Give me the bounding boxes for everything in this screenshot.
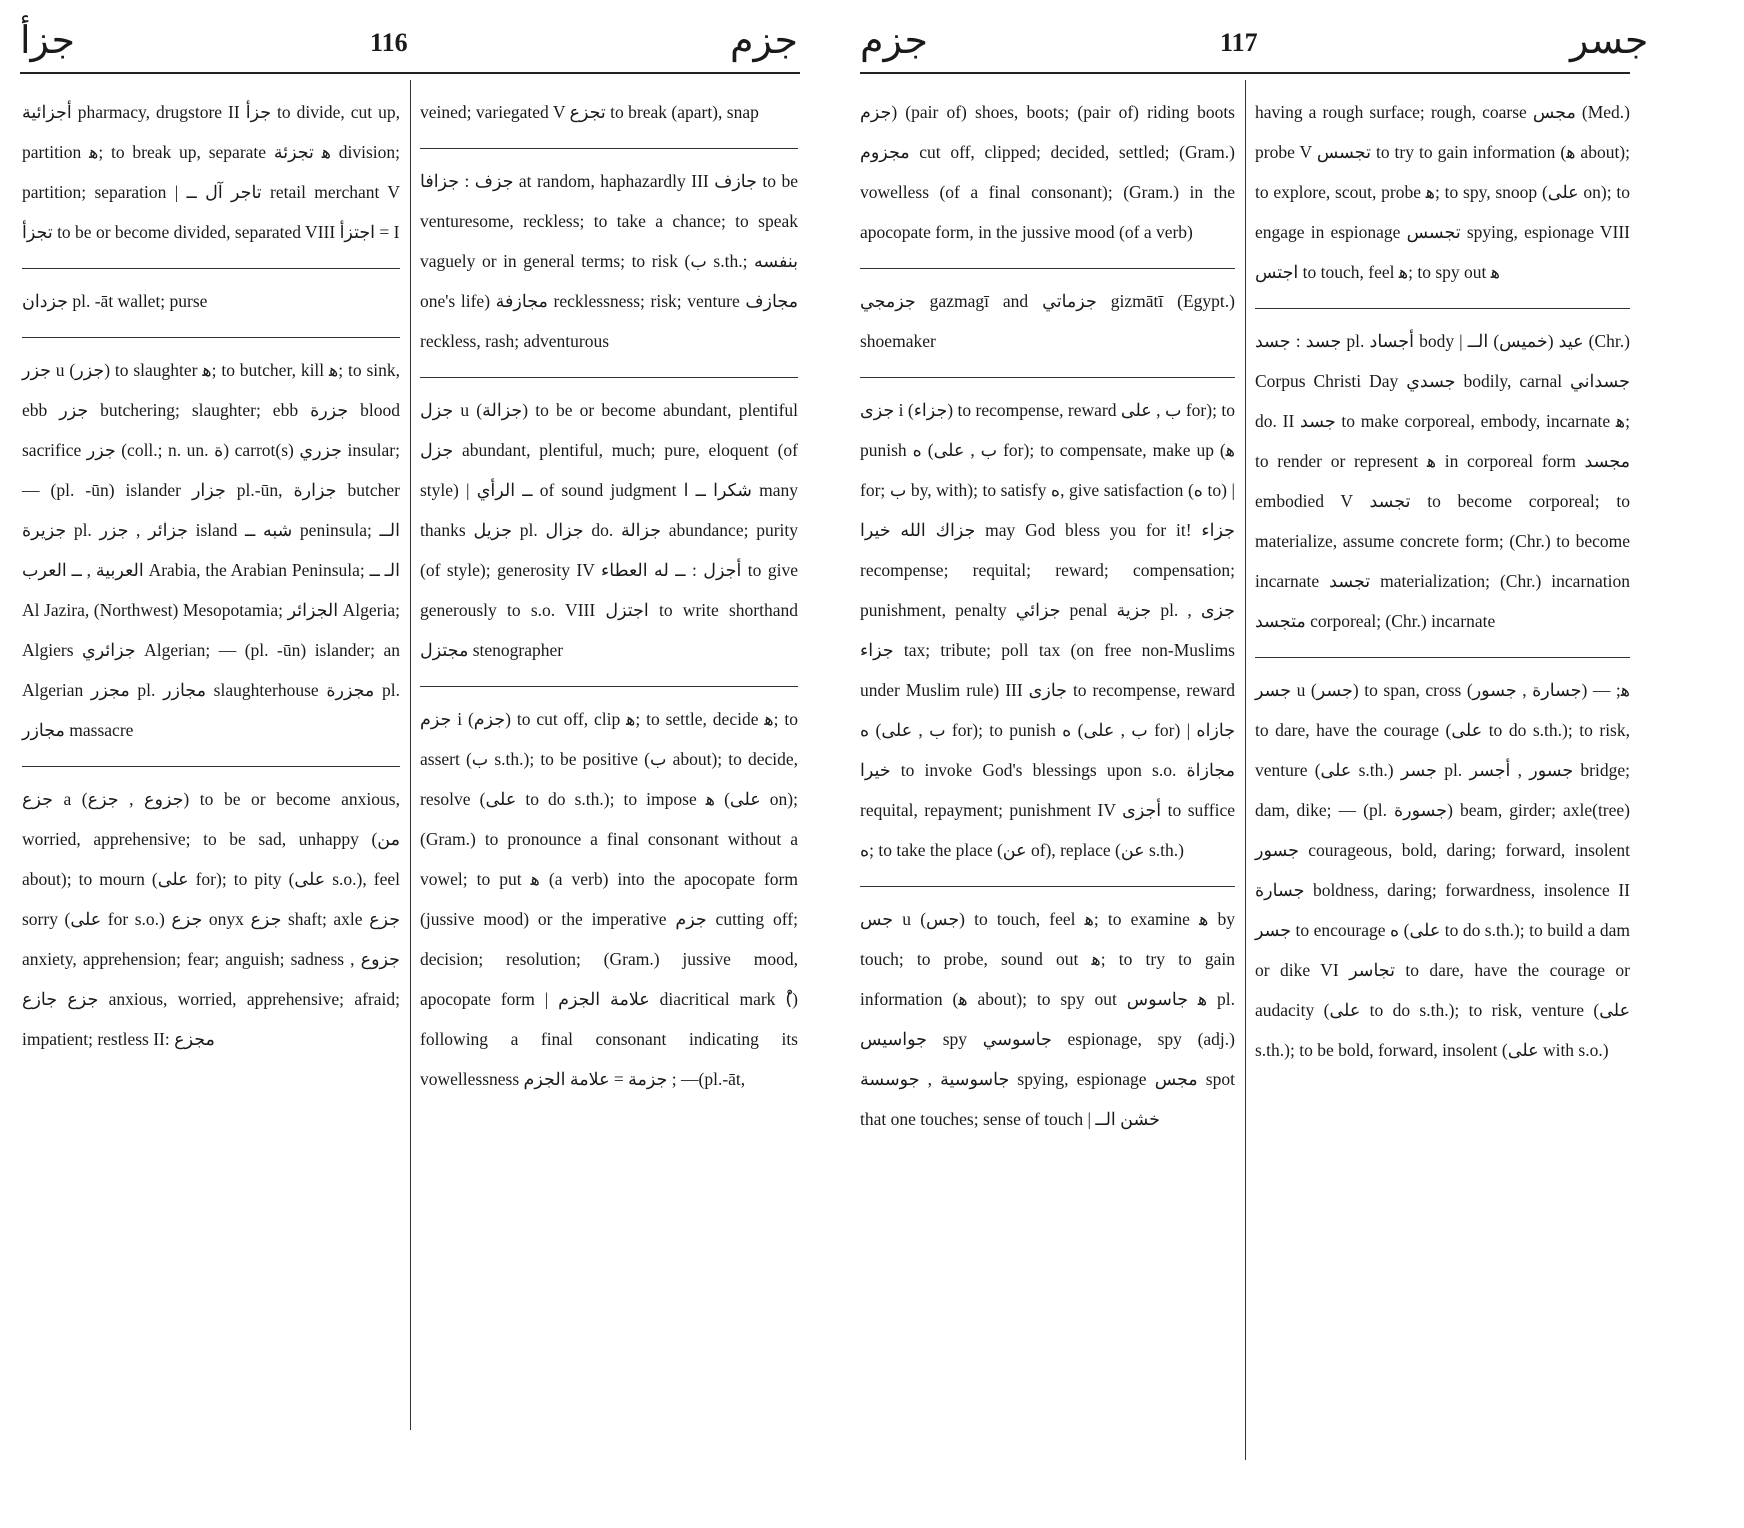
dictionary-entry: جسر u (جسر) to span, cross ﻫ; — (جسارة , جسور) to dare, have the courage (على to do s.th.); to risk, venture (على s.th.) جسر pl. جسور , أجسر bridge; dam, dike; — (pl. جسورة) beam, girder; axle(tree) جسور courageous, bold, daring; forward, insolent جسارة boldness, daring; forwardness, insolence II جسر to encourage ه (على to do s.th.); to build a dam or dike VI تجاسر to dare, have the courage or audacity (على to do s.th.); to risk, venture (على s.th.); to be bold, forward, insolent (على with s.o.) [1255,680,1631,1060]
header-rule [860,72,1630,74]
dictionary-entry: جزر u (جزر) to slaughter ﻫ; to butcher, kill ﻫ; to sink, ebb جزر butchering; slaughter; ebb جزرة blood sacrifice جزر (coll.; n. un. ة) carrot(s) جزري insular; — (pl. -ūn) islander جزار pl.-ūn, جزارة butcher جزيرة pl. جزائر , جزر island شبه ــ peninsula; الــ العربية , ــ العرب Arabia, the Arabian Peninsula; الـ ــ Al Jazira, (Northwest) Mesopotamia; الجزائر Algeria; Algiers جزائري Algerian; — (pl. -ūn) islander; an Algerian مجزر pl. مجازر slaughterhouse مجزرة pl. مجازر massacre [22,360,401,740]
head-word-outer: جزأ [20,18,76,62]
dictionary-entry: جزل u (جزالة) to be or become abundant, plentiful جزل abundant, plentiful, much; pure, eloquent (of style) | ــ الرأي of sound judgment شكرا ــ ا many thanks جزيل pl. جزال do. جزالة abundance; purity (of style); generosity IV أجزل : ــ له العطاء to give generously to s.o. VIII اجتزل to write shorthand مجتزل stenographer [420,400,799,660]
entry-divider [860,377,1235,378]
head-word-inner: جزم [860,18,928,62]
column-rule [1245,80,1246,1460]
entry-divider [420,148,798,149]
right-page [860,0,1744,1528]
dictionary-entry: جزى i (جزاء) to recompense, reward ب , على for); to punish ه (ب , على for); to compensate, make up (ﻫ for; ب by, with); to satisfy ه, give satisfaction (ه to) | جزاك الله خيرا may God bless you for it! جزاء recompense; requital; reward; compensation; punishment, penalty جزائي penal جزية pl. جزى , جزاء tax; tribute; poll tax (on free non-Muslims under Muslim rule) III جازى to recompense, reward ه (ب , على for); to punish ه (ب , على for) | جازاه خيرا to invoke God's blessings upon s.o. مجازاة requital, repayment; punishment IV أجزى to suffice ه; to take the place (عن of), replace (عن s.th.) [860,400,1236,860]
column-1 [860,92,1235,1139]
entry-divider [420,686,798,687]
dictionary-entry: جس u (جس) to touch, feel ﻫ; to examine ﻫ by touch; to probe, sound out ﻫ; to try to gain information (ﻫ about); to spy out ﻫ جاسوس pl. جواسيس spy جاسوسي espionage, spy (adj.) جاسوسية , جوسسة spying, espionage مجس spot that one touches; sense of touch | خشن الــ [860,909,1236,1129]
left-page [0,0,860,1528]
dictionary-entry: جزمجي gazmagī and جزماتي gizmātī (Egypt.) shoemaker [860,291,1235,351]
head-word-inner: جزم [730,18,798,62]
entry-divider [420,377,798,378]
dictionary-entry: جزدان pl. -āt wallet; purse [22,291,208,311]
entry-divider [22,766,400,767]
entry-divider [1255,657,1630,658]
running-head-left [0,18,860,68]
entry-divider [1255,308,1630,309]
entry-divider [860,268,1235,269]
entry-divider [22,268,400,269]
dictionary-entry: أجزائية pharmacy, drugstore II جزأ to divide, cut up, partition ﻫ; to break up, separate ﻫ تجزئة division; partition; separation | تاجر آل ــ retail merchant V تجزأ to be or become divided, separated VIII اجتزأ = I [22,102,401,242]
dictionary-entry: having a rough surface; rough, coarse مجس (Med.) probe V تجسس to try to gain information (ﻫ about); to explore, scout, probe ﻫ; to spy, snoop (على on); to engage in espionage تجسس spying, espionage VIII اجتس to touch, feel ﻫ; to spy out ﻫ [1255,102,1631,282]
dictionary-entry: جسد : جسد pl. أجساد body | عيد (خميس) الــ (Chr.) Corpus Christi Day جسدي bodily, carnal جسداني do. II جسد to make corporeal, embody, incarnate ﻫ; to render or represent ﻫ in corporeal form مجسد embodied V تجسد to become corporeal; to materialize, assume concrete form; (Chr.) to become incarnate تجسد materialization; (Chr.) incarnation متجسد corporeal; (Chr.) incarnate [1255,331,1631,631]
running-head-right [860,18,1744,68]
page-number: 117 [1220,28,1258,57]
head-word-outer: جسر [1570,18,1649,62]
entry-divider [860,886,1235,887]
column-2 [420,92,798,1099]
column-1 [22,92,400,1059]
header-rule [20,72,800,74]
dictionary-entry: جزم) (pair of) shoes, boots; (pair of) riding boots مجزوم cut off, clipped; decided, settled; (Gram.) vowelless (of a final consonant); (Gram.) in the apocopate form, in the jussive mood (of a verb) [860,102,1235,242]
dictionary-entry: جزف : جزافا at random, haphazardly III جازف to be venturesome, reckless; to take a chance; to speak vaguely or in general terms; to risk (ب s.th.; بنفسه one's life) مجازفة recklessness; risk; venture مجازف reckless, rash; adventurous [420,171,798,351]
dictionary-entry: جزع a (جزوع , جزع) to be or become anxious, worried, apprehensive; to be sad, unhappy (من about); to mourn (على for); to pity (على s.o.), feel sorry (على for s.o.) جزع onyx جزع shaft; axle جزع anxiety, apprehension; fear; anguish; sadness جزوع , جزع جازع anxious, worried, apprehensive; afraid; impatient; restless II: مجزع [22,789,401,1049]
column-2 [1255,92,1630,1070]
column-rule [410,80,411,1430]
page-number: 116 [370,28,408,57]
dictionary-entry: veined; variegated V تجزع to break (apart), snap [420,102,759,122]
dictionary-entry: جزم i (جزم) to cut off, clip ﻫ; to settle, decide ﻫ; to assert (ب s.th.); to be positive (ب about); to decide, resolve (على to do s.th.); to impose ﻫ (على on); (Gram.) to pronounce a final consonant without a vowel; to put ﻫ (a verb) into the apocopate form (jussive mood) or the imperative جزم cutting off; decision; resolution; (Gram.) jussive mood, apocopate form | علامة الجزم diacritical mark (ْ) following a final consonant indicating its vowellessness جزمة = علامة الجزم ; —(pl.-āt, [420,709,798,1089]
entry-divider [22,337,400,338]
